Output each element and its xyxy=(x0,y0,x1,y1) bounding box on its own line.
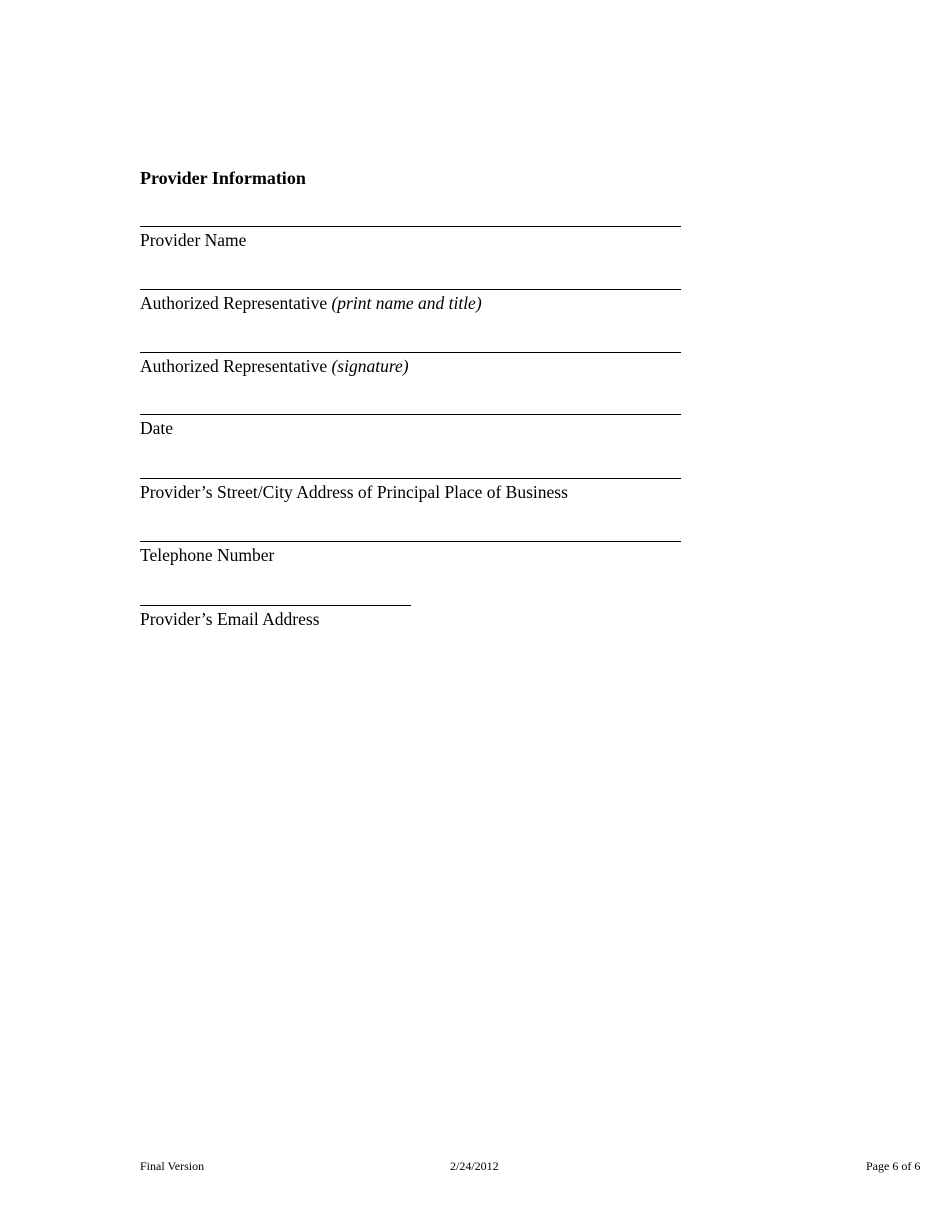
signature-line[interactable] xyxy=(140,414,681,415)
section-title: Provider Information xyxy=(140,168,306,188)
telephone-field[interactable] xyxy=(140,541,681,566)
signature-line[interactable] xyxy=(140,541,681,542)
signature-line[interactable] xyxy=(140,226,681,227)
signature-line[interactable] xyxy=(140,478,681,479)
field-label: Authorized Representative (signature) xyxy=(140,356,409,376)
field-label: Provider Name xyxy=(140,230,247,250)
footer-version: Final Version xyxy=(140,1159,205,1173)
signature-line[interactable] xyxy=(140,352,681,353)
footer-date: 2/24/2012 xyxy=(450,1159,499,1173)
provider-name-field[interactable] xyxy=(140,226,681,251)
email-field[interactable] xyxy=(140,605,411,630)
field-label: Telephone Number xyxy=(140,545,275,565)
authorized-rep-signature-field[interactable] xyxy=(140,352,681,377)
field-note: (print name and title) xyxy=(331,293,482,313)
signature-line[interactable] xyxy=(140,605,411,606)
field-label: Provider’s Email Address xyxy=(140,609,320,629)
field-note: (signature) xyxy=(331,356,409,376)
field-label: Provider’s Street/City Address of Principal Place of Business xyxy=(140,482,568,502)
field-label: Authorized Representative (print name and title) xyxy=(140,293,482,313)
address-field[interactable] xyxy=(140,478,681,503)
signature-line[interactable] xyxy=(140,289,681,290)
authorized-rep-name-field[interactable] xyxy=(140,289,681,314)
date-field[interactable] xyxy=(140,414,681,439)
footer-page-number: Page 6 of 6 xyxy=(866,1159,921,1173)
field-label: Date xyxy=(140,418,174,438)
